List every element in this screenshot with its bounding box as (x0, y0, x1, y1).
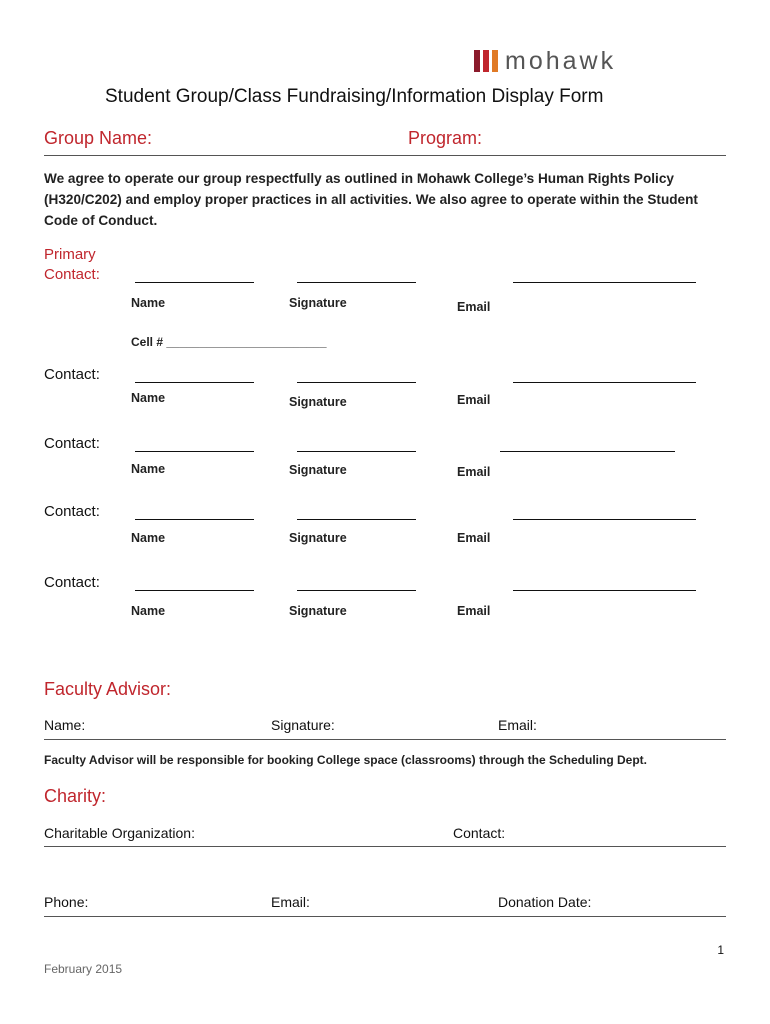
contact-name-field[interactable] (135, 590, 254, 591)
mohawk-logo (474, 48, 616, 74)
contact-label: Contact: (44, 503, 100, 520)
email-caption: Email (457, 531, 491, 545)
name-caption: Name (131, 391, 166, 405)
contact-signature-field[interactable] (297, 382, 416, 383)
contact-signature-field[interactable] (297, 519, 416, 520)
charitable-organization-label: Charitable Organization: (44, 825, 195, 841)
contact-label: Contact: (44, 435, 100, 452)
faculty-advisor-heading: Faculty Advisor: (44, 679, 172, 699)
cell-number-field[interactable]: Cell # ________________________ (131, 335, 327, 349)
name-caption: Name (131, 296, 166, 310)
agreement-text: We agree to operate our group respectfully as outlined in Mohawk College’s Human Rights Policy (H320/C202) and employ proper practices in all activities. We also agree to operate within the Student Code of Conduct. (44, 171, 698, 228)
charity-contact-label: Contact: (453, 825, 506, 841)
signature-caption: Signature (289, 395, 347, 409)
contact-name-field[interactable] (135, 382, 254, 383)
logo-bars (474, 50, 498, 72)
donation-date-label: Donation Date: (498, 894, 592, 910)
logo-bar (474, 50, 480, 72)
name-caption: Name (131, 604, 166, 618)
email-caption: Email (457, 604, 491, 618)
email-caption: Email (457, 300, 491, 314)
contact-signature-field[interactable] (297, 590, 416, 591)
faculty-signature-label: Signature: (271, 717, 335, 733)
faculty-email-label: Email: (498, 717, 537, 733)
charity-heading: Charity: (44, 786, 107, 806)
primary-signature-field[interactable] (297, 282, 416, 283)
charity-phone-label: Phone: (44, 894, 89, 910)
name-caption: Name (131, 462, 166, 476)
contact-email-field[interactable] (513, 382, 696, 383)
primary-name-field[interactable] (135, 282, 254, 283)
primary-email-field[interactable] (513, 282, 696, 283)
logo-bar (492, 50, 498, 72)
contact-name-field[interactable] (135, 451, 254, 452)
email-caption: Email (457, 465, 491, 479)
signature-caption: Signature (289, 463, 347, 477)
page-number: 1 (717, 943, 724, 957)
email-caption: Email (457, 393, 491, 407)
group-name-label: Group Name: (44, 128, 153, 148)
header-rule (44, 155, 726, 156)
faculty-name-label: Name: (44, 717, 86, 733)
footer-date: February 2015 (44, 962, 123, 976)
logo-wordmark: mohawk (505, 46, 617, 75)
contact-email-field[interactable] (513, 590, 696, 591)
logo-bar (483, 50, 489, 72)
signature-caption: Signature (289, 531, 347, 545)
faculty-fields-rule[interactable] (44, 739, 726, 740)
contact-name-field[interactable] (135, 519, 254, 520)
signature-caption: Signature (289, 296, 347, 310)
primary-label: Primary (44, 246, 96, 263)
primary-contact-label: Contact: (44, 266, 100, 283)
contact-label: Contact: (44, 366, 100, 383)
charity-org-rule[interactable] (44, 846, 726, 847)
contact-email-field[interactable] (513, 519, 696, 520)
charity-email-label: Email: (271, 894, 310, 910)
program-label: Program: (408, 128, 483, 148)
contact-signature-field[interactable] (297, 451, 416, 452)
faculty-advisor-note: Faculty Advisor will be responsible for booking College space (classrooms) through the Scheduling Dept. (44, 753, 647, 767)
signature-caption: Signature (289, 604, 347, 618)
form-title: Student Group/Class Fundraising/Information Display Form (105, 86, 604, 107)
name-caption: Name (131, 531, 166, 545)
contact-label: Contact: (44, 574, 100, 591)
contact-email-field[interactable] (500, 451, 675, 452)
charity-contact-rule[interactable] (44, 916, 726, 917)
